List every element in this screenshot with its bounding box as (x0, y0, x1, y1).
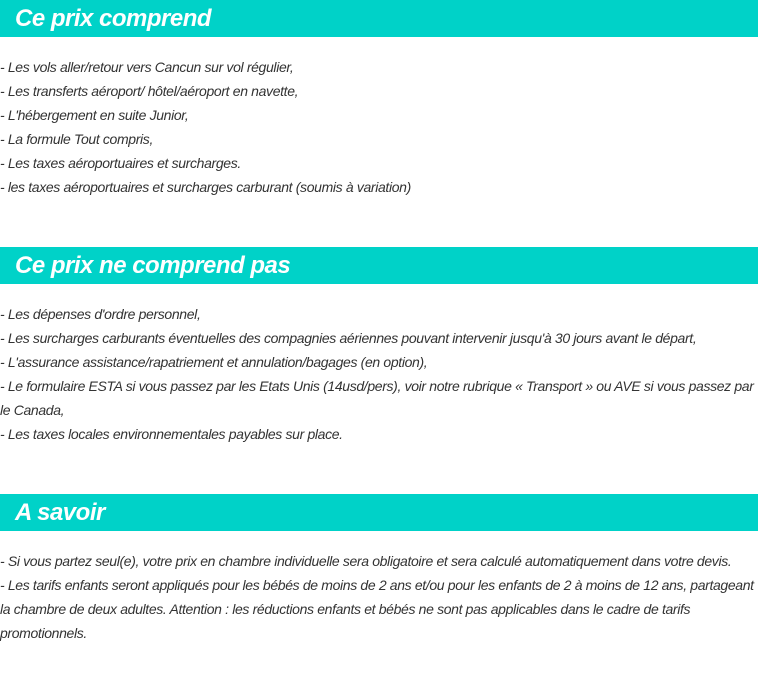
list-item: - L'assurance assistance/rapatriement et annulation/bagages (en option), (0, 354, 428, 370)
section-good-to-know (0, 494, 758, 645)
list-item: - Si vous partez seul(e), votre prix en chambre individuelle sera obligatoire et sera calculé automatiquement dans votre devis. (0, 553, 732, 569)
list-item: - les taxes aéroportuaires et surcharges carburant (soumis à variation) (0, 179, 411, 195)
list-item: - La formule Tout compris, (0, 131, 154, 147)
section-price-includes (0, 0, 758, 199)
list-item: - Les transferts aéroport/ hôtel/aéroport en navette, (0, 83, 299, 99)
section-body (0, 284, 758, 446)
list-item: - Les tarifs enfants seront appliqués pour les bébés de moins de 2 ans et/ou pour les enfants de 2 à moins de 12 ans, partageant la chambre de deux adultes. Attention : les réductions enfants et bébés ne sont pas applicables dans le cadre de tarifs promotionnels. (0, 577, 754, 641)
section-title: A savoir (15, 498, 105, 526)
list-item: - Le formulaire ESTA si vous passez par les Etats Unis (14usd/pers), voir notre rubrique « Transport » ou AVE si vous passez par le Canada, (0, 378, 754, 418)
list-item: - Les vols aller/retour vers Cancun sur vol régulier, (0, 59, 294, 75)
list-item: - Les taxes aéroportuaires et surcharges. (0, 155, 241, 171)
section-title: Ce prix comprend (15, 4, 212, 32)
section-body (0, 531, 758, 645)
list-item: - L'hébergement en suite Junior, (0, 107, 189, 123)
section-body (0, 37, 758, 199)
section-price-excludes (0, 247, 758, 446)
list-item: - Les surcharges carburants éventuelles des compagnies aériennes pouvant intervenir jusqu'à 30 jours avant le départ, (0, 330, 697, 346)
section-header (0, 247, 758, 284)
section-header (0, 0, 758, 37)
section-header (0, 494, 758, 531)
list-item: - Les dépenses d'ordre personnel, (0, 306, 201, 322)
section-title: Ce prix ne comprend pas (15, 251, 291, 279)
list-item: - Les taxes locales environnementales payables sur place. (0, 426, 343, 442)
